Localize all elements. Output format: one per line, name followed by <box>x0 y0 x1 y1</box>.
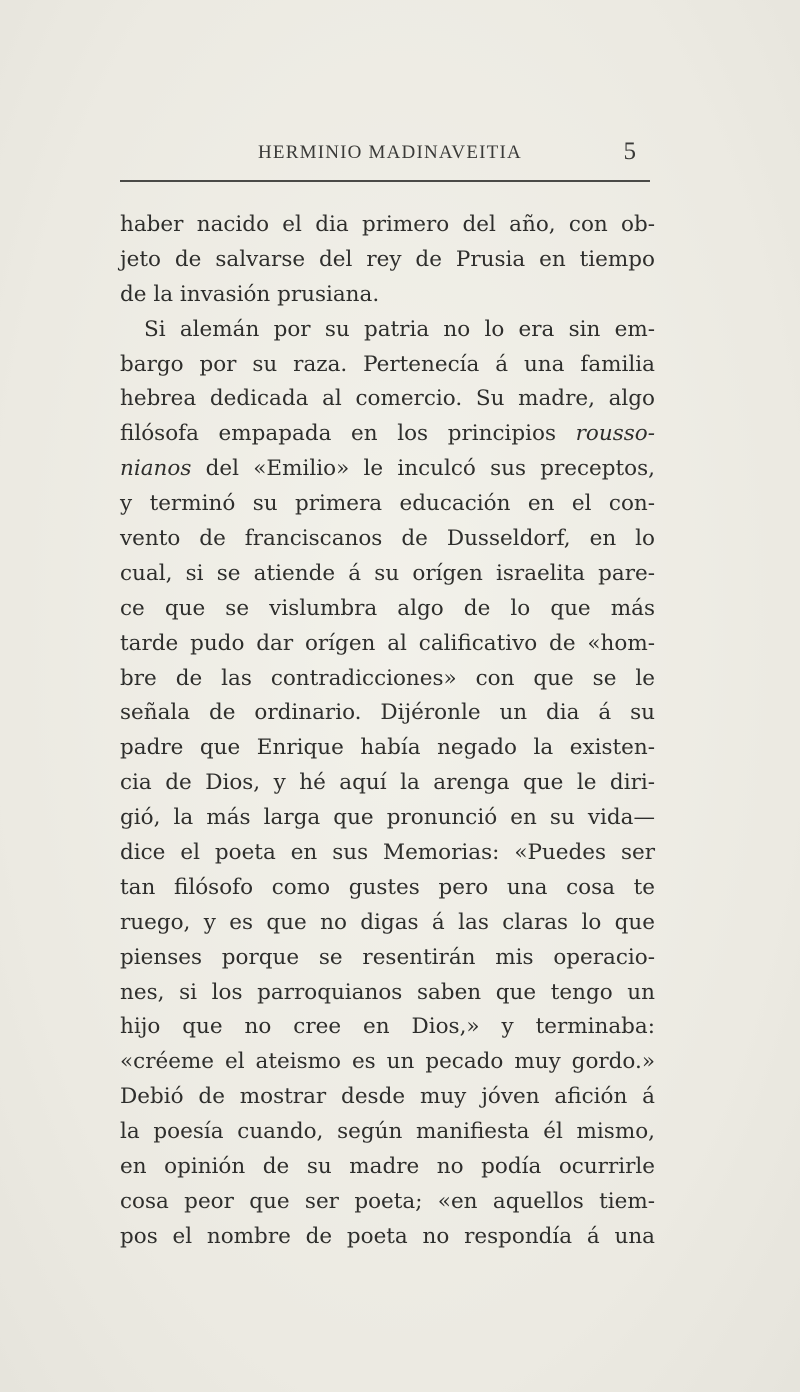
text-line: tarde pudo dar orígen al calificativo de «hom- <box>120 630 655 656</box>
text-line-content: Si alemán por su patria no lo era sin em- <box>144 316 655 342</box>
text-line: cia de Dios, y hé aquí la arenga que le diri- <box>120 770 655 796</box>
text-line: la poesía cuando, según manifiesta él mismo, <box>120 1119 655 1145</box>
italic-word: nianos <box>120 456 192 482</box>
text-line <box>120 417 655 452</box>
page-number: 5 <box>623 138 636 165</box>
text-line: y terminó su primera educación en el con- <box>120 491 655 517</box>
text-line: pienses porque se resentirán mis operacio- <box>120 944 655 970</box>
page-header <box>120 138 650 170</box>
text-line-content: filósofa empapada en los principios <box>120 421 557 447</box>
text-line: gió, la más larga que pronunció en su vida— <box>120 805 655 831</box>
text-line: «créeme el ateismo es un pecado muy gordo.» <box>120 1049 655 1075</box>
text-line: vento de franciscanos de Dusseldorf, en lo <box>120 526 655 552</box>
text-line: hebrea dedicada al comercio. Su madre, algo <box>120 386 655 412</box>
text-line: nes, si los parroquianos saben que tengo un <box>120 979 655 1005</box>
text-line: ruego, y es que no digas á las claras lo que <box>120 909 655 935</box>
text-line <box>120 452 655 487</box>
text-line: de la invasión prusiana. <box>120 281 380 307</box>
italic-word: rousso- <box>575 421 656 447</box>
text-line: cual, si se atiende á su orígen israelita pare- <box>120 560 655 586</box>
text-line-content: del «Emilio» le inculcó sus preceptos, <box>205 456 655 482</box>
header-rule <box>120 180 650 182</box>
text-line: bargo por su raza. Pertenecía á una familia <box>120 351 655 377</box>
text-line: cosa peor que ser poeta; «en aquellos tiem- <box>120 1188 655 1214</box>
text-line: haber nacido el dia primero del año, con ob- <box>120 212 655 237</box>
text-line: padre que Enrique había negado la existen- <box>120 735 655 761</box>
text-line: pos el nombre de poeta no respondía á una <box>120 1223 655 1249</box>
text-line: señala de ordinario. Dijéronle un dia á su <box>120 700 655 726</box>
text-line: hijo que no cree en Dios,» y terminaba: <box>120 1014 655 1040</box>
body-text <box>120 208 655 1255</box>
text-line: Debió de mostrar desde muy jóven afición á <box>120 1084 655 1110</box>
text-line: en opinión de su madre no podía ocurrirle <box>120 1154 655 1180</box>
text-line: tan filósofo como gustes pero una cosa te <box>120 874 655 900</box>
text-line <box>120 313 655 348</box>
running-head: HERMINIO MADINAVEITIA <box>258 142 522 163</box>
text-line: dice el poeta en sus Memorias: «Puedes ser <box>120 840 655 866</box>
text-line: jeto de salvarse del rey de Prusia en tiempo <box>120 246 655 272</box>
text-line: ce que se vislumbra algo de lo que más <box>120 595 655 621</box>
text-line: bre de las contradicciones» con que se le <box>120 665 655 691</box>
